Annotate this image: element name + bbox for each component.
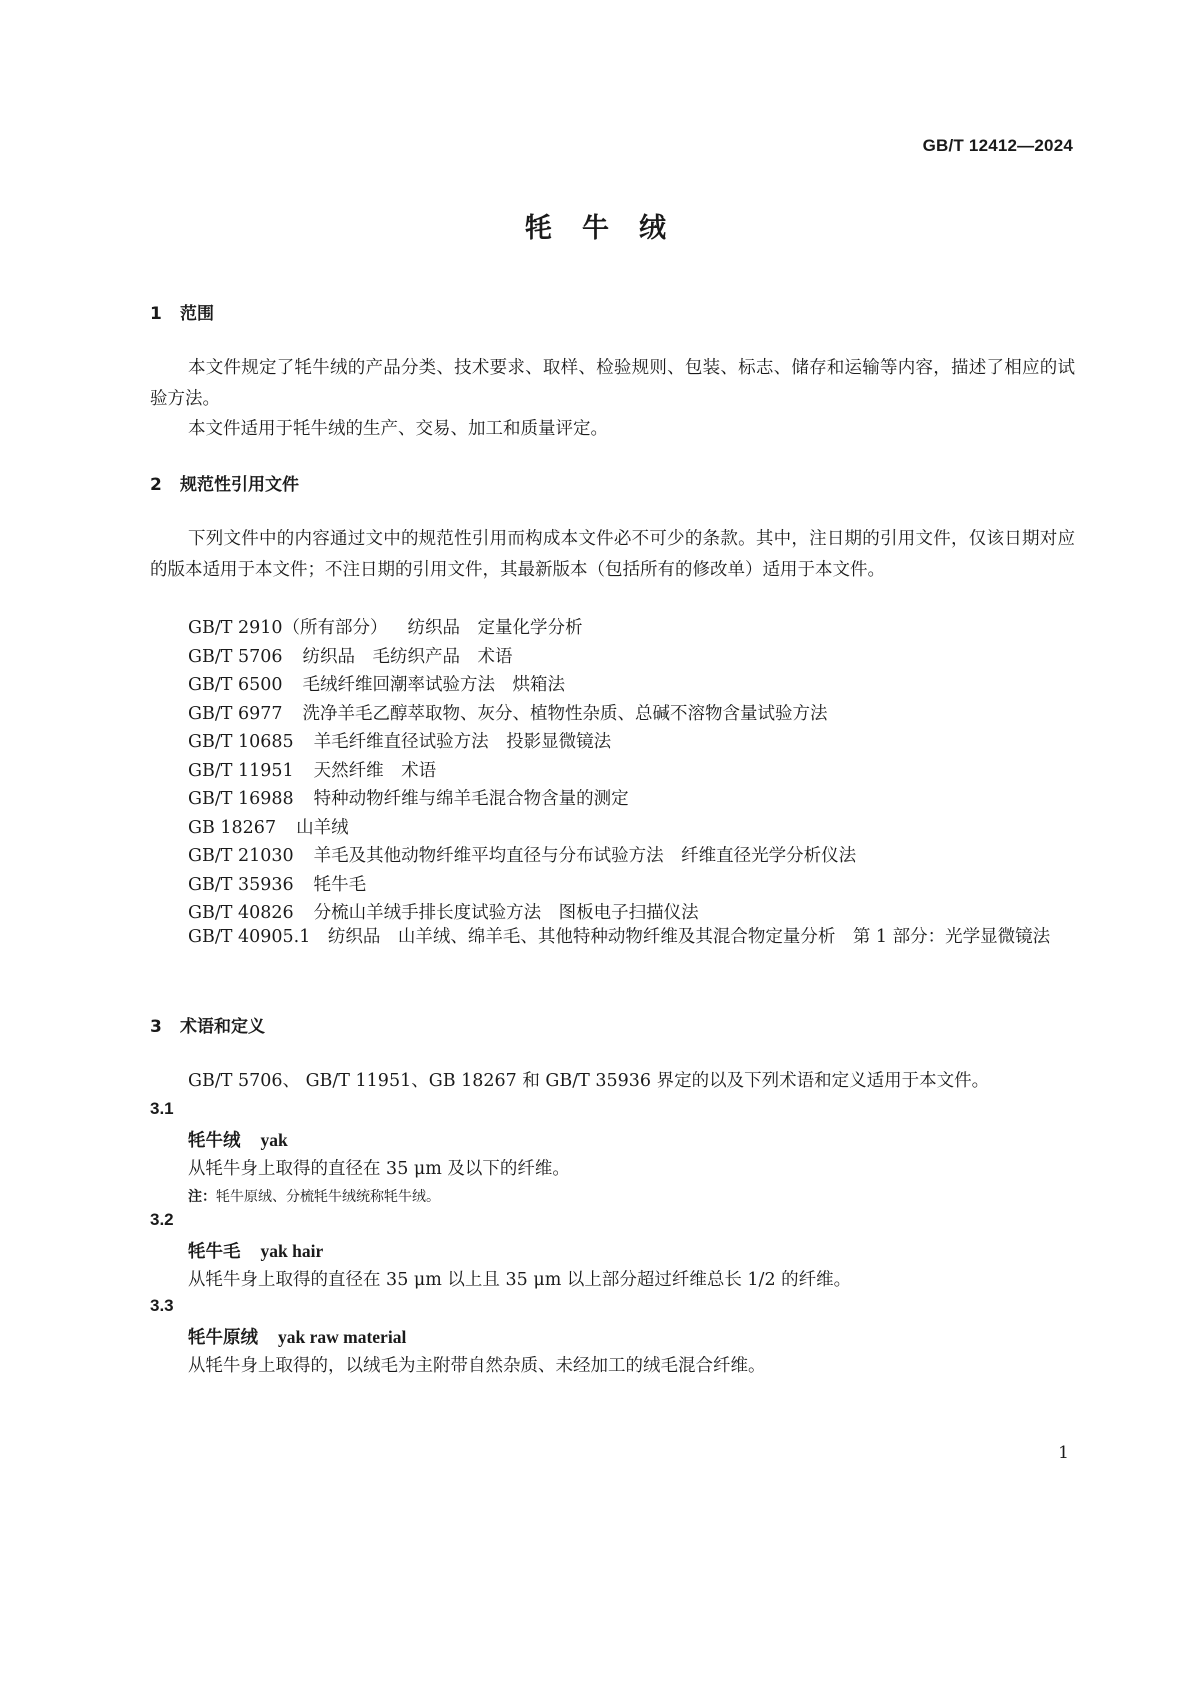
document-title: 牦牛绒	[525, 213, 696, 244]
section-number: 1	[150, 304, 162, 324]
term-chinese: 牦牛毛	[188, 1242, 241, 1262]
section-heading-scope	[150, 299, 214, 324]
reference-code: GB 18267	[188, 818, 277, 838]
clause-number: 3.1	[150, 1099, 174, 1118]
reference-item	[188, 757, 436, 782]
reference-item	[188, 785, 629, 810]
reference-code: GB/T 6977	[188, 704, 283, 724]
reference-code: GB/T 5706	[188, 647, 283, 667]
references-intro: 下列文件中的内容通过文中的规范性引用而构成本文件必不可少的条款。其中，注日期的引用文件，仅该日期对应的版本适用于本文件；不注日期的引用文件，其最新版本（包括所有的修改单）适用于本文件。	[150, 529, 1075, 580]
term-note	[188, 1186, 440, 1206]
reference-item	[188, 728, 611, 753]
reference-title: 分梳山羊绒手排长度试验方法 图板电子扫描仪法	[313, 903, 699, 923]
scope-paragraph-2: 本文件适用于牦牛绒的生产、交易、加工和质量评定。	[188, 419, 608, 439]
scope-paragraph-1: 本文件规定了牦牛绒的产品分类、技术要求、取样、检验规则、包装、标志、储存和运输等内容，描述了相应的试验方法。	[150, 358, 1075, 409]
reference-item	[188, 814, 349, 839]
reference-title: 纺织品 毛纺织产品 术语	[302, 647, 513, 667]
term-chinese: 牦牛原绒	[188, 1328, 258, 1348]
term-heading	[188, 1127, 288, 1152]
reference-item	[188, 614, 583, 639]
reference-item-last: GB/T 40905.1 纺织品 山羊绒、绵羊毛、其他特种动物纤维及其混合物定量分析 第 1 部分：光学显微镜法	[188, 927, 1051, 947]
term-heading	[188, 1238, 323, 1263]
reference-item	[188, 700, 828, 725]
reference-item	[188, 842, 856, 867]
term-heading	[188, 1324, 406, 1349]
note-text: 牦牛原绒、分梳牦牛绒统称牦牛绒。	[216, 1189, 440, 1205]
reference-item	[188, 899, 699, 924]
reference-title: 山羊绒	[296, 818, 349, 838]
section-title: 术语和定义	[180, 1017, 265, 1037]
reference-code: GB/T 6500	[188, 675, 283, 695]
section-heading-normative-references	[150, 470, 299, 495]
term-chinese: 牦牛绒	[188, 1131, 241, 1151]
reference-code: GB/T 35936	[188, 875, 294, 895]
reference-item	[188, 671, 565, 696]
reference-title: 纺织品 定量化学分析	[407, 618, 583, 638]
section-title: 规范性引用文件	[180, 475, 299, 495]
clause-number: 3.3	[150, 1296, 174, 1315]
reference-item	[188, 871, 366, 896]
section-number: 2	[150, 475, 162, 495]
reference-title: 洗净羊毛乙醇萃取物、灰分、植物性杂质、总碱不溶物含量试验方法	[302, 704, 828, 724]
reference-item	[188, 643, 513, 668]
reference-code: GB/T 16988	[188, 789, 294, 809]
term-english: yak hair	[260, 1241, 324, 1261]
page-number: 1	[1058, 1443, 1069, 1463]
term-english: yak	[260, 1130, 288, 1150]
reference-title: 毛绒纤维回潮率试验方法 烘箱法	[302, 675, 566, 695]
term-english: yak raw material	[278, 1327, 407, 1347]
section-number: 3	[150, 1017, 162, 1037]
reference-title: 羊毛及其他动物纤维平均直径与分布试验方法 纤维直径光学分析仪法	[313, 846, 857, 866]
section-title: 范围	[180, 304, 214, 324]
section-heading-terms-definitions	[150, 1012, 265, 1037]
note-label: 注：	[188, 1189, 216, 1205]
reference-code: GB/T 40826	[188, 903, 294, 923]
reference-title: 羊毛纤维直径试验方法 投影显微镜法	[313, 732, 612, 752]
reference-code: GB/T 10685	[188, 732, 294, 752]
reference-title: 牦牛毛	[313, 875, 367, 895]
standard-code: GB/T 12412—2024	[922, 136, 1073, 155]
reference-code: GB/T 2910（所有部分）	[188, 618, 388, 638]
term-definition: 从牦牛身上取得的，以绒毛为主附带自然杂质、未经加工的绒毛混合纤维。	[188, 1356, 766, 1376]
term-definition: 从牦牛身上取得的直径在 35 μm 以上且 35 μm 以上部分超过纤维总长 1/2 的纤维。	[188, 1270, 852, 1290]
reference-title: 天然纤维 术语	[313, 761, 437, 781]
reference-code: GB/T 21030	[188, 846, 294, 866]
term-definition: 从牦牛身上取得的直径在 35 μm 及以下的纤维。	[188, 1159, 570, 1179]
reference-title: 特种动物纤维与绵羊毛混合物含量的测定	[313, 789, 629, 809]
terms-intro: GB/T 5706、 GB/T 11951、GB 18267 和 GB/T 35936 界定的以及下列术语和定义适用于本文件。	[188, 1071, 990, 1091]
reference-code: GB/T 11951	[188, 761, 294, 781]
clause-number: 3.2	[150, 1210, 174, 1229]
